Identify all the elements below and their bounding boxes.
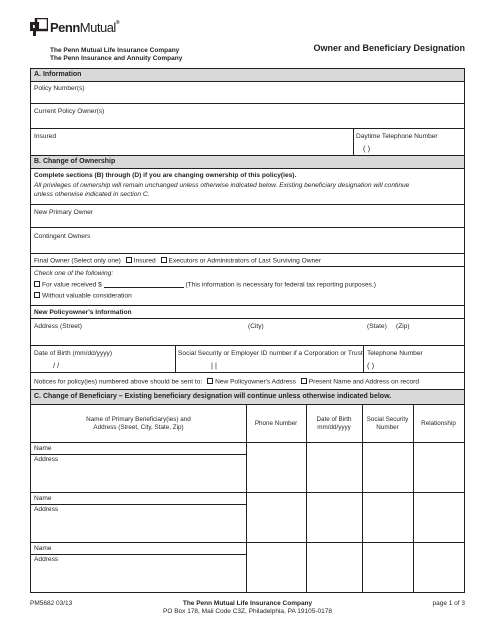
final-owner-row — [31, 254, 464, 267]
tax-note: (This information is necessary for federal tax reporting purposes.) — [185, 281, 377, 289]
form-body — [30, 68, 465, 593]
daytime-phone-label: Daytime Telephone Number — [356, 133, 438, 140]
new-policyowner-address-label: New Policyowner's Address — [215, 378, 296, 386]
contingent-owners-label: Contingent Owners — [34, 233, 91, 240]
telephone-input[interactable]: ( ) — [367, 361, 375, 370]
col-phone-header: Phone Number — [254, 420, 298, 427]
beneficiary-name-label: Name — [34, 495, 52, 502]
beneficiary-address-label: Address — [34, 456, 59, 463]
divider — [175, 346, 176, 373]
final-owner-label: Final Owner (Select only one) — [34, 257, 121, 265]
beneficiary-row[interactable] — [31, 443, 464, 493]
dob-label: Date of Birth (mm/dd/yyyy) — [34, 350, 113, 357]
penn-mutual-logo-icon — [30, 18, 48, 36]
section-b-instructions — [31, 169, 464, 205]
beneficiary-name-label: Name — [34, 545, 52, 552]
ssn-label: Social Security or Employer ID number if a Corporation or Trust — [178, 350, 363, 357]
col-relationship-header: Relationship — [421, 420, 456, 427]
current-owners-label: Current Policy Owner(s) — [34, 108, 105, 115]
footer-company: The Penn Mutual Life Insurance Company — [182, 600, 313, 607]
insured-row — [31, 129, 464, 156]
for-value-label: For value received $ — [42, 281, 102, 289]
section-c-heading: C. Change of Beneficiary – Existing beneficiary designation will continue unless otherwise indicated below. — [31, 390, 464, 405]
new-primary-owner-label: New Primary Owner — [34, 209, 93, 216]
column-divider — [413, 405, 414, 592]
column-divider — [362, 405, 363, 592]
dob-ssn-phone-row — [31, 346, 464, 373]
address-zip-label: (Zip) — [396, 323, 410, 330]
footer-company-block — [0, 600, 495, 616]
address-city-label: (City) — [248, 323, 264, 330]
daytime-phone-input[interactable]: ( ) — [363, 144, 371, 153]
footer-address: PO Box 178, Mail Code C3Z, Philadelphia, PA 19105-0178 — [163, 608, 332, 615]
section-a-heading: A. Information — [31, 69, 464, 82]
document-title: Owner and Beneficiary Designation — [313, 43, 465, 53]
section-b-note-line1: All privileges of ownership will remain unchanged unless otherwise indicated below. Existing beneficiary designation will continue — [34, 182, 410, 189]
current-owners-field[interactable] — [31, 104, 464, 129]
column-divider — [246, 405, 247, 592]
page-number: page 1 of 3 — [432, 600, 465, 607]
logo-reg: ® — [115, 19, 120, 26]
new-policyowner-info-row — [31, 306, 464, 319]
present-address-checkbox[interactable] — [301, 378, 307, 384]
notices-label: Notices for policy(ies) numbered above should be sent to: — [34, 378, 203, 386]
company-line-2: The Penn Insurance and Annuity Company — [50, 55, 183, 62]
divider — [363, 346, 364, 373]
address-row[interactable] — [31, 319, 464, 346]
telephone-label: Telephone Number — [367, 350, 423, 357]
beneficiary-row[interactable] — [31, 543, 464, 592]
executors-option-label: Executors or Administrators of Last Surviving Owner — [168, 257, 321, 265]
form-code: PM5682 03/13 — [30, 600, 73, 607]
section-b-note-line2: unless otherwise indicated in section C. — [34, 191, 150, 198]
present-address-label: Present Name and Address on record — [308, 378, 420, 386]
address-street-label: Address (Street) — [34, 323, 83, 330]
company-names — [50, 47, 182, 63]
new-policyowner-info-heading: New Policyowner's Information — [34, 309, 132, 316]
section-b-instruction: Complete sections (B) through (D) if you are changing ownership of this policy(ies). — [34, 172, 297, 179]
policy-numbers-label: Policy Number(s) — [34, 85, 85, 92]
without-value-label: Without valuable consideration — [42, 292, 132, 300]
new-primary-owner-field[interactable] — [31, 205, 464, 228]
without-value-checkbox[interactable] — [34, 292, 40, 298]
beneficiary-address-label: Address — [34, 556, 59, 563]
column-divider — [306, 405, 307, 592]
logo-text-light: Mutual — [79, 19, 116, 35]
col-dob-header: Date of Birth mm/dd/yyyy — [316, 416, 352, 431]
contingent-owners-field[interactable] — [31, 228, 464, 254]
company-line-1: The Penn Mutual Life Insurance Company — [50, 47, 180, 54]
beneficiary-table-header — [31, 405, 464, 443]
address-state-label: (State) — [367, 323, 387, 330]
logo-text-bold: Penn — [50, 19, 80, 35]
beneficiary-address-label: Address — [34, 506, 59, 513]
policy-numbers-field[interactable] — [31, 82, 464, 104]
col-ssn-header: Social Security Number — [366, 416, 409, 431]
for-value-checkbox[interactable] — [34, 281, 40, 287]
check-one-label: Check one of the following: — [34, 270, 114, 277]
section-b-heading: B. Change of Ownership — [31, 156, 464, 169]
consideration-row — [31, 267, 464, 306]
insured-label: Insured — [34, 133, 56, 140]
divider — [353, 129, 354, 156]
insured-checkbox[interactable] — [126, 257, 132, 263]
for-value-amount-input[interactable] — [104, 282, 184, 288]
notices-row — [31, 373, 464, 390]
beneficiary-row[interactable] — [31, 493, 464, 543]
beneficiary-name-label: Name — [34, 445, 52, 452]
dob-input[interactable]: / / — [53, 361, 60, 370]
new-policyowner-address-checkbox[interactable] — [207, 378, 213, 384]
ssn-input[interactable]: | | — [211, 361, 217, 370]
executors-checkbox[interactable] — [161, 257, 167, 263]
penn-mutual-logo — [30, 18, 119, 36]
col-name-header: Name of Primary Beneficiary(ies) and Address (Street, City, State, Zip) — [86, 416, 191, 431]
insured-option-label: Insured — [133, 257, 156, 265]
